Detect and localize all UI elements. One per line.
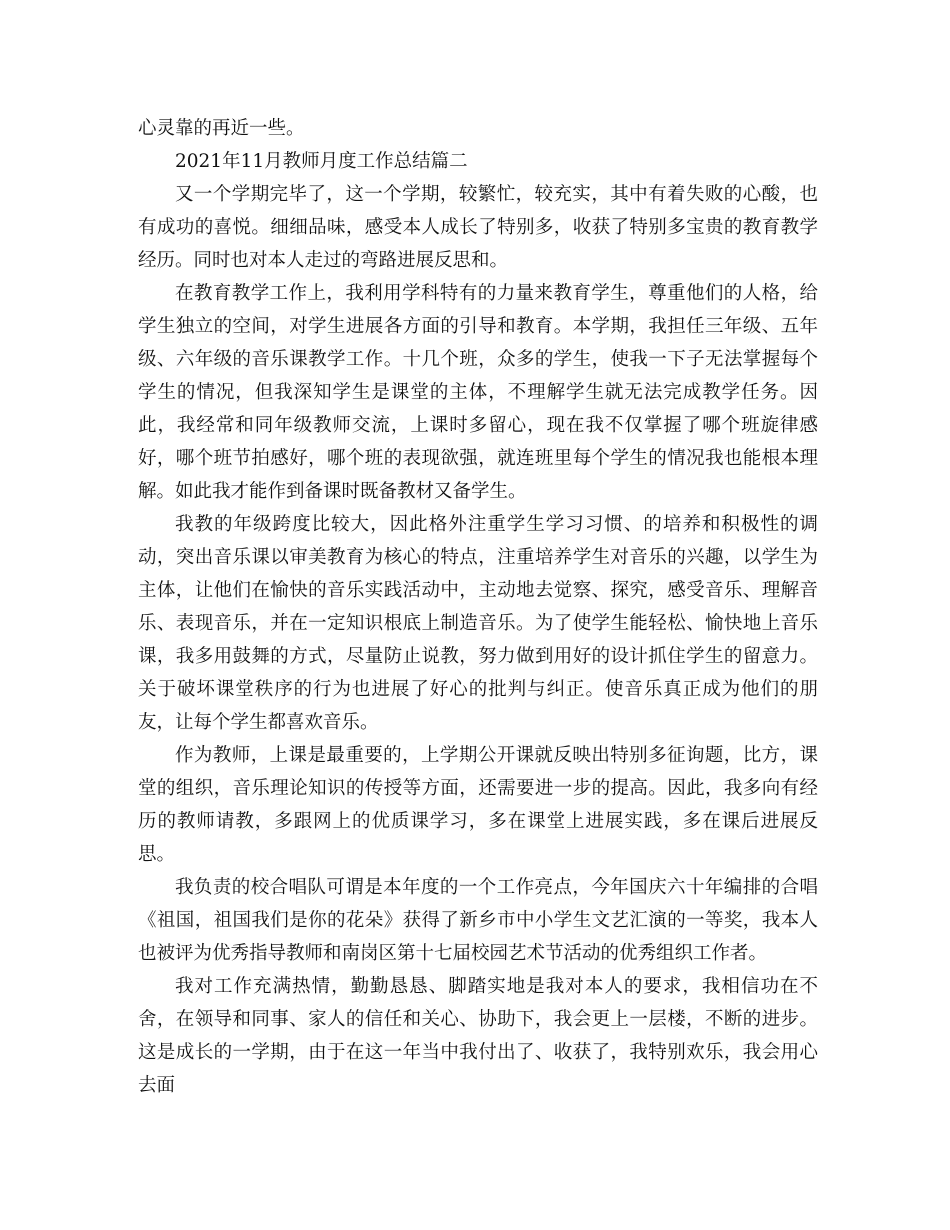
- paragraph-2: 在教育教学工作上，我利用学科特有的力量来教育学生，尊重他们的人格，给学生独立的空间，对学生进展各方面的引导和教育。本学期，我担任三年级、五年级、六年级的音乐课教学工作。十几个班，众多的学生，使我一下子无法掌握每个学生的情况，但我深知学生是课堂的主体，不理解学生就无法完成教学任务。因此，我经常和同年级教师交流，上课时多留心，现在我不仅掌握了哪个班旋律感好，哪个班节拍感好，哪个班的表现欲强，就连班里每个学生的情况我也能根本理解。如此我才能作到备课时既备教材又备学生。: [138, 283, 818, 502]
- paragraph-4: 作为教师，上课是最重要的，上学期公开课就反映出特别多征询题，比方，课堂的组织，音乐理论知识的传授等方面，还需要进一步的提高。因此，我多向有经历的教师请教，多跟网上的优质课学习，多在课堂上进展实践，多在课后进展反思。: [138, 745, 818, 865]
- lead-line: 心灵靠的再近一些。: [138, 118, 305, 139]
- paragraph-5: 我负责的校合唱队可谓是本年度的一个工作亮点，今年国庆六十年编排的合唱《祖国，祖国我们是你的花朵》获得了新乡市中小学生文艺汇演的一等奖，我本人也被评为优秀指导教师和南岗区第十七届校园艺术节活动的优秀组织工作者。: [138, 877, 818, 964]
- paragraph-3: 我教的年级跨度比较大，因此格外注重学生学习习惯、的培养和积极性的调动，突出音乐课以审美教育为核心的特点，注重培养学生对音乐的兴趣，以学生为主体，让他们在愉快的音乐实践活动中，主动地去觉察、探究，感受音乐、理解音乐、表现音乐，并在一定知识根底上制造音乐。为了使学生能轻松、愉快地上音乐课，我多用鼓舞的方式，尽量防止说教，努力做到用好的设计抓住学生的留意力。关于破坏课堂秩序的行为也进展了好心的批判与纠正。使音乐真正成为他们的朋友，让每个学生都喜欢音乐。: [138, 514, 818, 733]
- section-heading: 2021年11月教师月度工作总结篇二: [175, 151, 468, 172]
- paragraph-6: 我对工作充满热情，勤勤恳恳、脚踏实地是我对本人的要求，我相信功在不舍，在领导和同事、家人的信任和关心、协助下，我会更上一层楼，不断的进步。这是成长的一学期，由于在这一年当中我付出了、收获了，我特别欢乐，我会用心去面: [138, 976, 818, 1096]
- paragraph-1: 又一个学期完毕了，这一个学期，较繁忙，较充实，其中有着失败的心酸，也有成功的喜悦。细细品味，感受本人成长了特别多，收获了特别多宝贵的教育教学经历。同时也对本人走过的弯路进展反思和。: [138, 184, 818, 271]
- document-body: [138, 112, 818, 1102]
